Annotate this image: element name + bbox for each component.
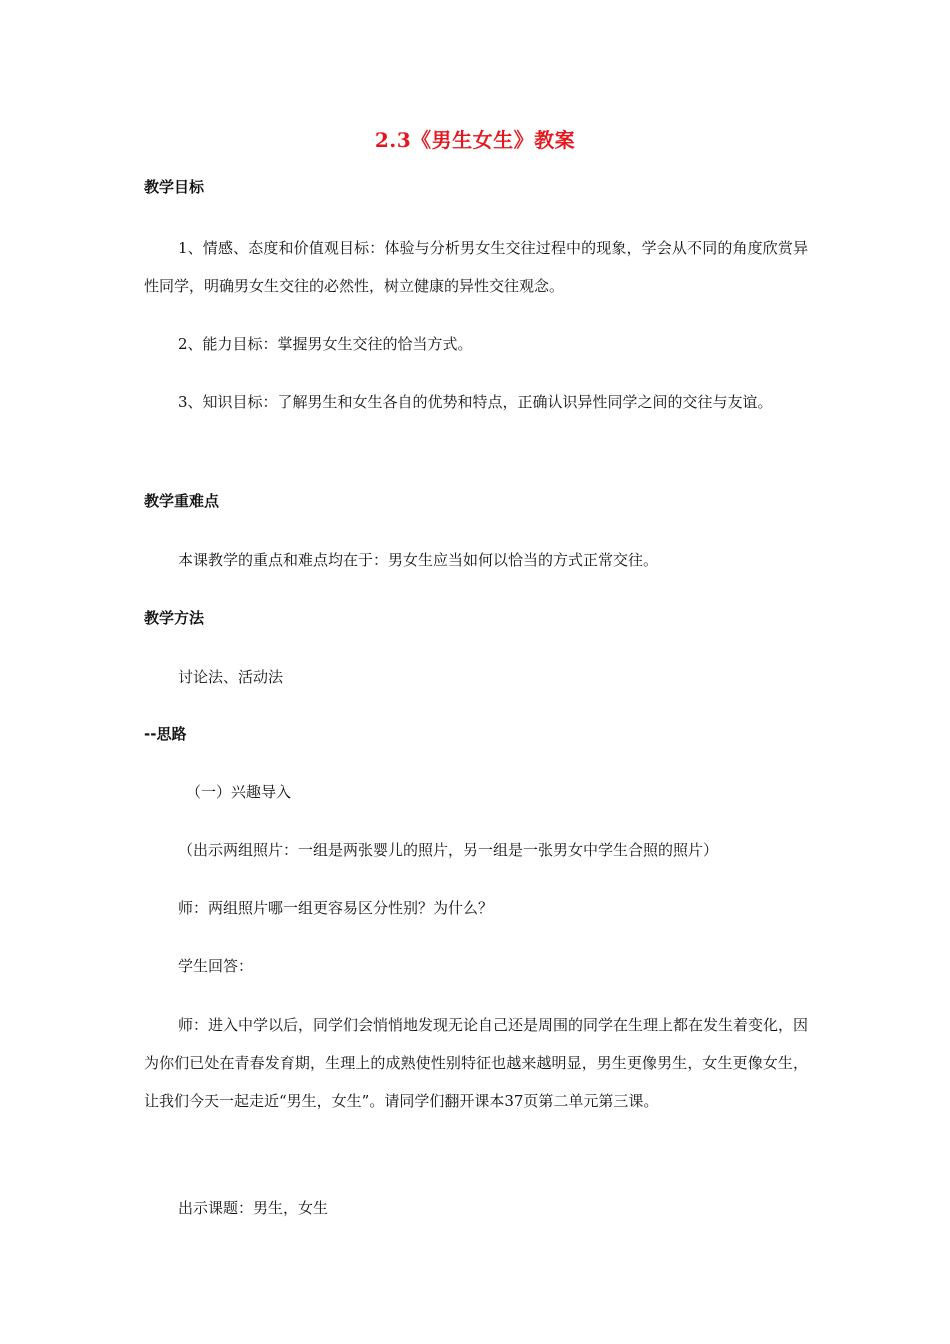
photo-note: （出示两组照片：一组是两张婴儿的照片，另一组是一张男女中学生合照的照片） <box>178 841 719 859</box>
heading-teaching-methods: 教学方法 <box>144 609 205 627</box>
heading-teaching-goals: 教学目标 <box>144 178 205 196</box>
teacher-question: 师：两组照片哪一组更容易区分性别？为什么？ <box>178 899 494 917</box>
key-points-text: 本课教学的重点和难点均在于：男女生应当如何以恰当的方式正常交往。 <box>178 551 659 569</box>
teaching-methods-text: 讨论法、活动法 <box>178 668 284 686</box>
goal-item-1: 1、情感、态度和价值观目标：体验与分析男女生交往过程中的现象，学会从不同的角度欣赏异性同学，明确男女生交往的必然性，树立健康的异性交往观念。 <box>144 239 808 295</box>
goal-item-2: 2、能力目标：掌握男女生交往的恰当方式。 <box>178 335 473 353</box>
topic-display: 出示课题：男生，女生 <box>178 1199 329 1217</box>
document-title: 2.3《男生女生》教案 <box>374 128 576 152</box>
heading-key-points: 教学重难点 <box>144 492 220 510</box>
goal-item-3: 3、知识目标：了解男生和女生各自的优势和特点，正确认识异性同学之间的交往与友谊。 <box>178 393 773 411</box>
student-answer: 学生回答： <box>178 957 254 975</box>
teacher-talk: 师：进入中学以后，同学们会悄悄地发现无论自己还是周围的同学在生理上都在发生着变化，因为你们已处在青春发育期，生理上的成熟使性别特征也越来越明显，男生更像男生，女生更像女生，让我们今天一起走近“男生，女生”。请同学们翻开课本37页第二单元第三课。 <box>144 1016 809 1110</box>
step-interest-intro: （一）兴趣导入 <box>186 783 292 801</box>
heading-approach: --思路 <box>144 725 187 743</box>
